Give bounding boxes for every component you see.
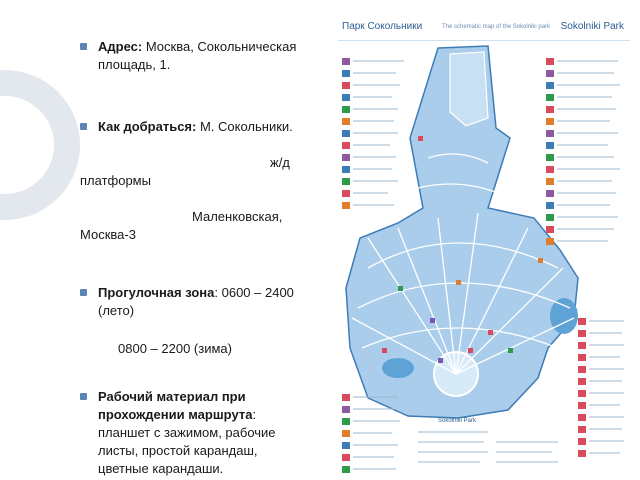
address-line2: площадь, 1. bbox=[98, 57, 171, 72]
rail-line2 bbox=[80, 172, 330, 190]
walking-zone-summer: : 0600 – 2400 bbox=[214, 285, 294, 300]
station-name2: Москва-3 bbox=[80, 227, 136, 242]
address-item bbox=[80, 38, 330, 74]
directions-label: Как добраться: bbox=[98, 119, 197, 134]
map-bottom-caption: Sokolniki Park bbox=[438, 418, 477, 424]
materials-line1: планшет с зажимом, рабочие bbox=[98, 425, 276, 440]
pond bbox=[382, 358, 414, 378]
address-label: Адрес: bbox=[98, 39, 143, 54]
materials-line2: листы, простой карандаш, bbox=[98, 443, 258, 458]
map-drawing bbox=[338, 18, 630, 480]
winter-hours: 0800 – 2200 (зима) bbox=[118, 341, 232, 356]
station-name1: Маленковская, bbox=[192, 209, 283, 224]
legend-left bbox=[342, 58, 404, 209]
walking-zone-label: Прогулочная зона bbox=[98, 285, 215, 300]
materials-colon: : bbox=[252, 407, 257, 422]
pond bbox=[550, 298, 578, 334]
station-line1 bbox=[80, 208, 330, 226]
materials-label1: Рабочий материал при bbox=[98, 389, 246, 404]
bullet-icon bbox=[80, 289, 87, 296]
info-column bbox=[80, 38, 330, 478]
map-title-en: Sokolniki Park bbox=[560, 21, 624, 32]
north-loop bbox=[450, 52, 488, 126]
park-map bbox=[338, 18, 630, 480]
map-title-ru: Парк Сокольники bbox=[342, 21, 423, 32]
rail-text: ж/д bbox=[270, 155, 290, 170]
materials-line3: цветные карандаши. bbox=[98, 461, 224, 476]
bullet-icon bbox=[80, 43, 87, 50]
legend-bottom-center bbox=[418, 432, 558, 462]
bullet-icon bbox=[80, 393, 87, 400]
station-line2 bbox=[80, 226, 330, 244]
address-line1: Москва, Сокольническая bbox=[142, 39, 297, 54]
walking-zone-item bbox=[80, 284, 330, 320]
directions-item bbox=[80, 118, 330, 136]
rail-line1 bbox=[80, 154, 330, 172]
map-subtitle: The schematic map of the Sokolniki park bbox=[442, 24, 551, 30]
bullet-icon bbox=[80, 123, 87, 130]
materials-label2: прохождении маршрута bbox=[98, 407, 253, 422]
walking-zone-winter bbox=[80, 340, 330, 358]
walking-zone-summer-note: (лето) bbox=[98, 303, 135, 318]
decorative-ring bbox=[0, 70, 80, 220]
directions-metro: М. Сокольники. bbox=[196, 119, 293, 134]
materials-item bbox=[80, 388, 330, 478]
rail-platforms: платформы bbox=[80, 173, 151, 188]
